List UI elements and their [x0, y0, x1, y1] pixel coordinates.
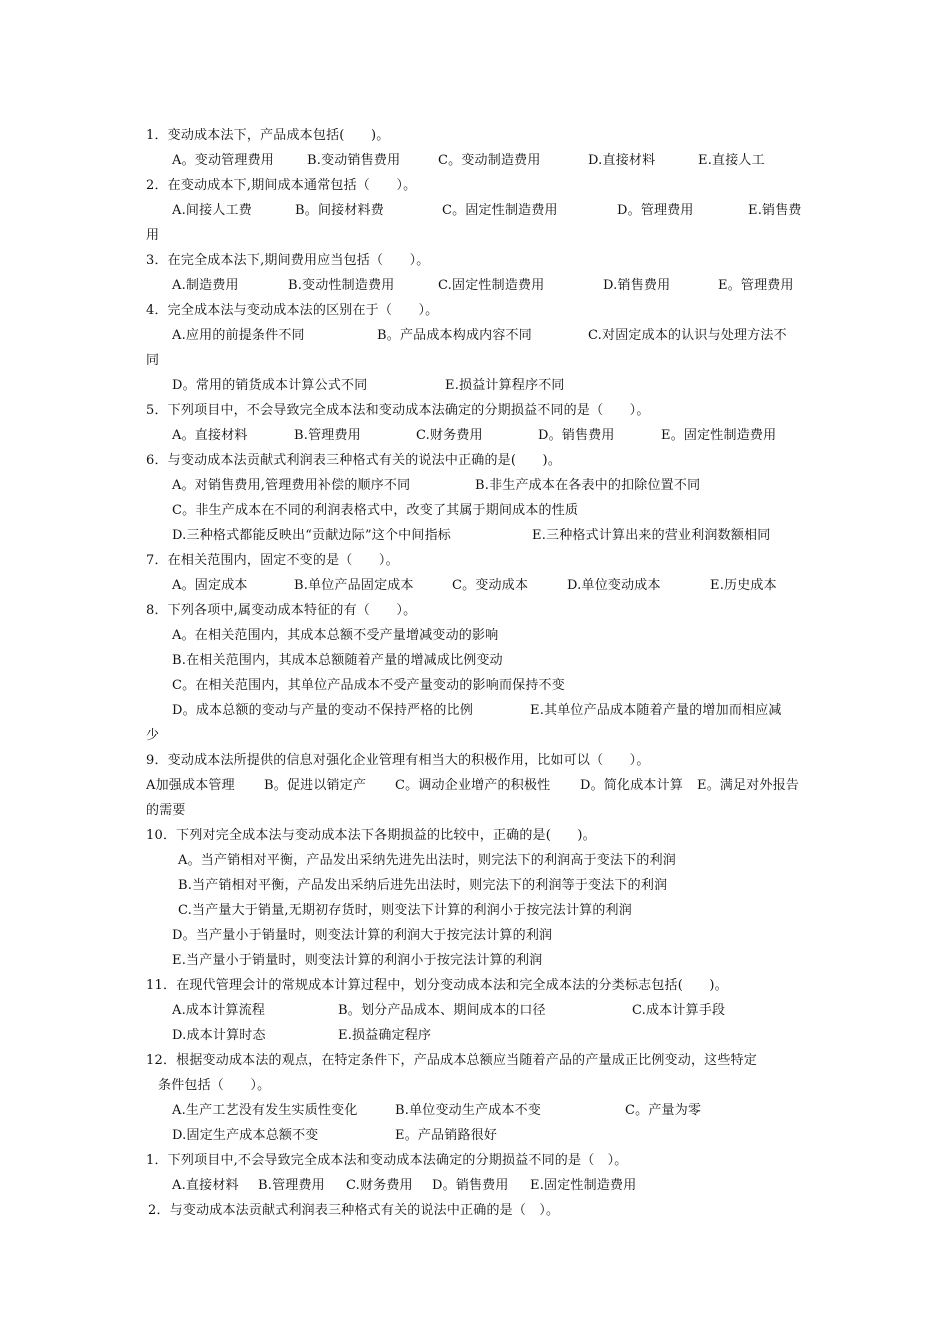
option-b: B.在相关范围内，其成本总额随着产量的增减成比例变动 — [172, 653, 503, 668]
option-a: A.直接材料 — [172, 1178, 239, 1193]
option-c: C.财务费用 — [346, 1178, 413, 1193]
repeat-question-1-stem: 1．下列项目中,不会导致完全成本法和变动成本法确定的分期损益不同的是（ ）。 — [146, 1153, 628, 1168]
question-9-wrap: 的需要 — [146, 803, 186, 818]
option-d: D.成本计算时态 — [172, 1028, 266, 1043]
repeat-question-2-stem: 2．与变动成本法贡献式利润表三种格式有关的说法中正确的是（ ）。 — [148, 1203, 560, 1218]
question-11-stem: 11．在现代管理会计的常规成本计算过程中，划分变动成本法和完全成本法的分类标志包括( )。 — [146, 978, 728, 993]
option-e: E.损益确定程序 — [338, 1028, 432, 1043]
option-a: A.间接人工费 — [172, 203, 252, 218]
question-9-stem: 9．变动成本法所提供的信息对强化企业管理有相当大的积极作用，比如可以（ ）。 — [146, 753, 650, 768]
option-e: E。管理费用 — [718, 278, 794, 293]
option-e: E.销售费 — [748, 203, 802, 218]
option-a: A加强成本管理 — [146, 778, 235, 793]
option-e: E.其单位产品成本随着产量的增加而相应减 — [530, 703, 782, 718]
question-8-wrap: 少 — [146, 728, 160, 743]
option-b: B.管理费用 — [294, 428, 361, 443]
question-4-stem: 4．完全成本法与变动成本法的区别在于（ ）。 — [146, 303, 439, 318]
option-c: C。调动企业增产的积极性 — [395, 778, 551, 793]
option-d: D。当产量小于销量时，则变法计算的利润大于按完法计算的利润 — [172, 928, 553, 943]
option-a: A.成本计算流程 — [172, 1003, 266, 1018]
option-d: D.固定生产成本总额不变 — [172, 1128, 319, 1143]
question-6-stem: 6．与变动成本法贡献式利润表三种格式有关的说法中正确的是( )。 — [146, 453, 562, 468]
option-d: D。管理费用 — [617, 203, 694, 218]
question-2-stem: 2．在变动成本下,期间成本通常包括（ ）。 — [146, 178, 417, 193]
option-d: D.单位变动成本 — [567, 578, 661, 593]
question-3-stem: 3．在完全成本法下,期间费用应当包括（ ）。 — [146, 253, 430, 268]
question-10-stem: 10．下列对完全成本法与变动成本法下各期损益的比较中，正确的是( )。 — [146, 828, 596, 843]
option-a: A.制造费用 — [172, 278, 239, 293]
option-b: B。促进以销定产 — [264, 778, 367, 793]
option-b: B.变动性制造费用 — [288, 278, 395, 293]
question-5-stem: 5．下列项目中，不会导致完全成本法和变动成本法确定的分期损益不同的是（ ）。 — [146, 403, 650, 418]
option-e: E.三种格式计算出来的营业利润数额相同 — [532, 528, 771, 543]
option-b: B.非生产成本在各表中的扣除位置不同 — [475, 478, 701, 493]
option-c: C。在相关范围内，其单位产品成本不受产量变动的影响而保持不变 — [172, 678, 565, 693]
option-c: C.成本计算手段 — [632, 1003, 726, 1018]
option-d: D.销售费用 — [603, 278, 671, 293]
option-d: D.直接材料 — [588, 153, 656, 168]
option-a: A.应用的前提条件不同 — [172, 328, 305, 343]
option-c: C.固定性制造费用 — [438, 278, 545, 293]
option-b: B.单位变动生产成本不变 — [395, 1103, 542, 1118]
question-7-stem: 7．在相关范围内，固定不变的是（ ）。 — [146, 553, 399, 568]
option-c: C。变动成本 — [452, 578, 529, 593]
option-c: C.对固定成本的认识与处理方法不 — [588, 328, 787, 343]
option-e: E.当产量小于销量时，则变法计算的利润小于按完法计算的利润 — [172, 953, 543, 968]
option-b: B。划分产品成本、期间成本的口径 — [338, 1003, 546, 1018]
option-b: B.当产销相对平衡，产品发出采纳后进先出法时，则完法下的利润等于变法下的利润 — [178, 878, 668, 893]
option-b: B.管理费用 — [258, 1178, 325, 1193]
option-b: B.单位产品固定成本 — [294, 578, 414, 593]
option-b: B.变动销售费用 — [307, 153, 401, 168]
option-e: E.直接人工 — [698, 153, 765, 168]
option-a: A。直接材料 — [172, 428, 248, 443]
option-d: D。简化成本计算 — [580, 778, 684, 793]
option-e: E。满足对外报告 — [697, 778, 800, 793]
question-1-stem: 1．变动成本法下，产品成本包括( )。 — [146, 128, 390, 143]
question-12-stem: 12．根据变动成本法的观点，在特定条件下，产品成本总额应当随着产品的产量成正比例变动，这些特定 — [146, 1053, 757, 1068]
option-b: B。产品成本构成内容不同 — [377, 328, 532, 343]
option-b: B。间接材料费 — [295, 203, 384, 218]
option-e: E。固定性制造费用 — [661, 428, 777, 443]
option-a: A.生产工艺没有发生实质性变化 — [172, 1103, 358, 1118]
option-a: A。对销售费用,管理费用补偿的顺序不同 — [172, 478, 411, 493]
option-e: E.损益计算程序不同 — [445, 378, 565, 393]
option-a: A。在相关范围内，其成本总额不受产量增减变动的影响 — [172, 628, 499, 643]
question-12-stem-cont: 条件包括（ ）。 — [158, 1078, 271, 1093]
option-a: A。当产销相对平衡，产品发出采纳先进先出法时，则完法下的利润高于变法下的利润 — [178, 853, 676, 868]
option-c: C.当产量大于销量,无期初存货时，则变法下计算的利润小于按完法计算的利润 — [178, 903, 632, 918]
question-8-stem: 8．下列各项中,属变动成本特征的有（ ）。 — [146, 603, 417, 618]
option-d: D.三种格式都能反映出“贡献边际”这个中间指标 — [172, 528, 451, 543]
option-e: E.历史成本 — [710, 578, 777, 593]
option-d: D。常用的销货成本计算公式不同 — [172, 378, 368, 393]
option-c: C。变动制造费用 — [438, 153, 541, 168]
question-2-wrap: 用 — [146, 228, 160, 243]
option-a: A。固定成本 — [172, 578, 248, 593]
option-c: C。非生产成本在不同的利润表格式中，改变了其属于期间成本的性质 — [172, 503, 579, 518]
option-d: D。销售费用 — [432, 1178, 509, 1193]
option-c: C。固定性制造费用 — [442, 203, 558, 218]
option-d: D。成本总额的变动与产量的变动不保持严格的比例 — [172, 703, 474, 718]
option-e: E。产品销路很好 — [395, 1128, 498, 1143]
question-4-wrap: 同 — [146, 353, 160, 368]
option-a: A。变动管理费用 — [172, 153, 274, 168]
option-e: E.固定性制造费用 — [530, 1178, 637, 1193]
option-d: D。销售费用 — [538, 428, 615, 443]
option-c: C。产量为零 — [625, 1103, 702, 1118]
option-c: C.财务费用 — [416, 428, 483, 443]
